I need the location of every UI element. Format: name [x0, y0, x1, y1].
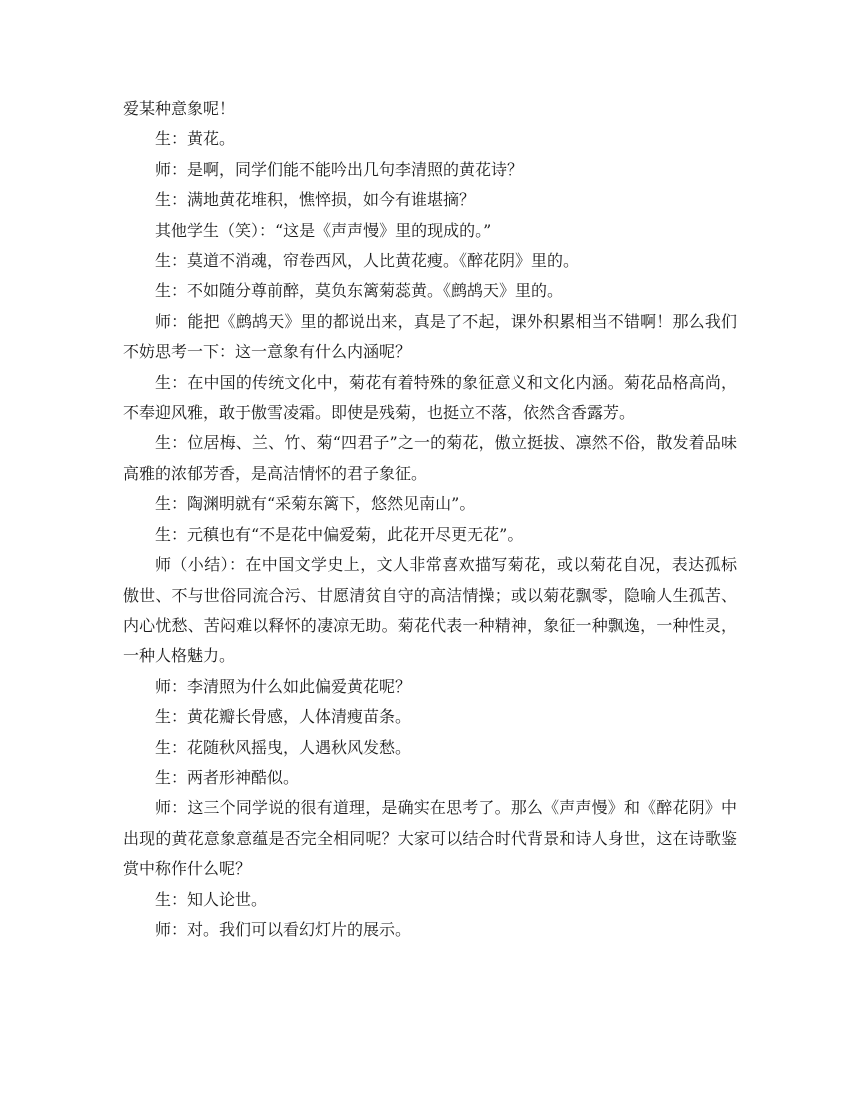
paragraph-6: 生：莫道不消魂，帘卷西风，人比黄花瘦。《醉花阴》里的。 — [155, 251, 580, 271]
paragraph-9: 生：在中国的传统文化中，菊花有着特殊的象征意义和文化内涵。菊花品格高尚，不奉迎风雅，敢于傲雪凌霜。即使是残菊，也挺立不落，依然含香露芳。 — [123, 372, 737, 423]
paragraph-1: 爱某种意象呢！ — [123, 99, 236, 118]
paragraph-2: 生：黄花。 — [155, 129, 236, 149]
paragraph-3: 师：是啊，同学们能不能吟出几句李清照的黄花诗？ — [155, 159, 524, 179]
paragraph-7: 生：不如随分尊前醉，莫负东篱菊蕊黄。《鹧鸪天》里的。 — [155, 281, 564, 301]
paragraph-19: 生：知人论世。 — [155, 889, 268, 909]
body-text — [123, 94, 737, 945]
paragraph-12: 生：元稹也有“不是花中偏爱菊，此花开尽更无花”。 — [155, 524, 524, 544]
paragraph-16: 生：花随秋风摇曳，人遇秋风发愁。 — [155, 737, 412, 757]
paragraph-5: 其他学生（笑）：“这是《声声慢》里的现成的。” — [155, 220, 492, 240]
paragraph-11: 生：陶渊明就有“采菊东篱下，悠然见南山”。 — [155, 494, 476, 514]
paragraph-4: 生：满地黄花堆积，憔悴损，如今有谁堪摘？ — [155, 190, 476, 210]
paragraph-8: 师：能把《鹧鸪天》里的都说出来，真是了不起，课外积累相当不错啊！那么我们不妨思考一下：这一意象有什么内涵呢？ — [123, 311, 737, 362]
paragraph-20: 师：对。我们可以看幻灯片的展示。 — [155, 919, 412, 939]
paragraph-18: 师：这三个同学说的很有道理，是确实在思考了。那么《声声慢》和《醉花阴》中出现的黄花意象意蕴是否完全相同呢？大家可以结合时代背景和诗人身世，这在诗歌鉴赏中称作什么呢？ — [123, 798, 737, 879]
paragraph-14: 师：李清照为什么如此偏爱黄花呢？ — [155, 676, 412, 696]
paragraph-15: 生：黄花瓣长骨感，人体清瘦苗条。 — [155, 707, 412, 727]
paragraph-17: 生：两者形神酷似。 — [155, 767, 300, 787]
paragraph-13: 师（小结）：在中国文学史上，文人非常喜欢描写菊花，或以菊花自况，表达孤标傲世、不与世俗同流合污、甘愿清贫自守的高洁情操；或以菊花飘零，隐喻人生孤苦、内心忧愁、苦闷难以释怀的凄凉无助。菊花代表一种精神，象征一种飘逸，一种性灵，一种人格魅力。 — [123, 555, 737, 666]
paragraph-10: 生：位居梅、兰、竹、菊“四君子”之一的菊花，傲立挺拔、凛然不俗，散发着品味高雅的浓郁芳香，是高洁情怀的君子象征。 — [123, 433, 737, 483]
